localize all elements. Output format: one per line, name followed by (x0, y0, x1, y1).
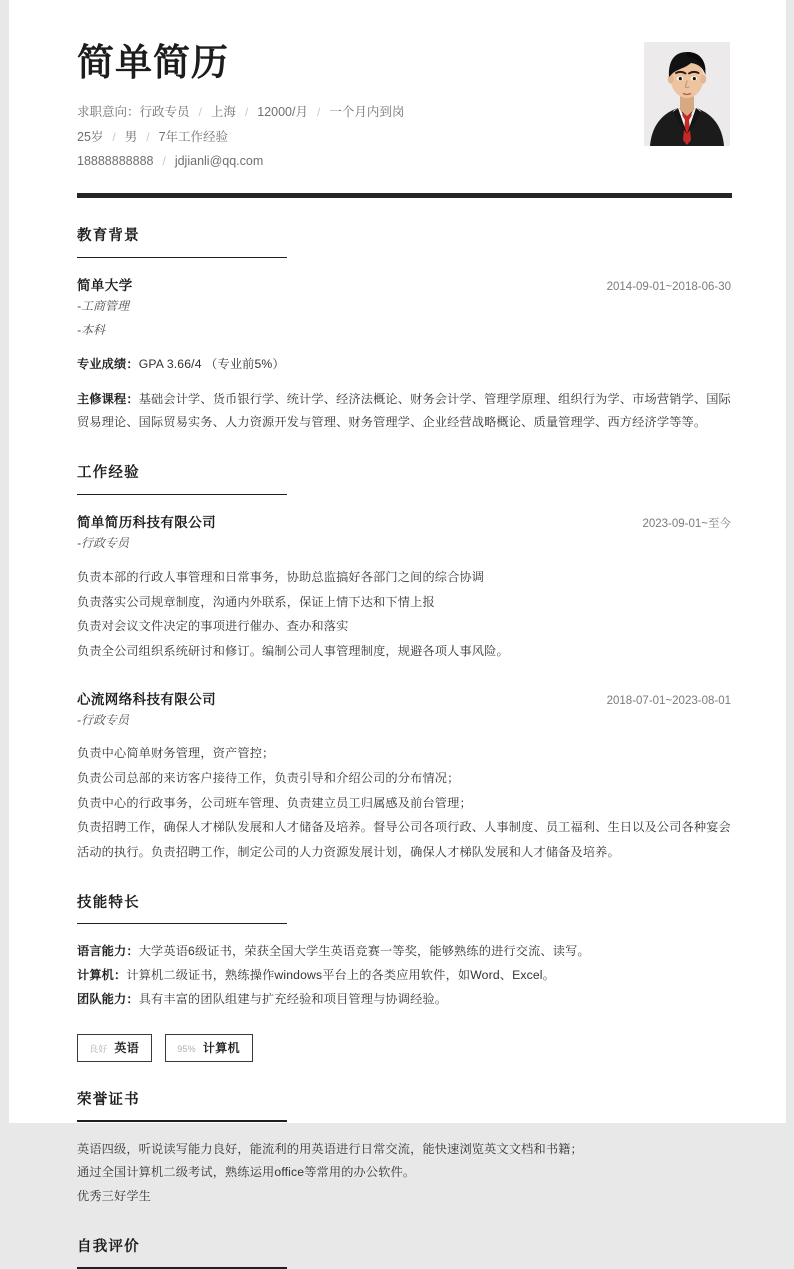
meta-value: 7年工作经验 (158, 129, 229, 144)
entry-organization: 心流网络科技有限公司 (77, 691, 216, 707)
skill-tag-name: 计算机 (202, 1040, 241, 1055)
header-meta-row (77, 149, 644, 173)
entry (77, 511, 732, 663)
header-meta-list (77, 100, 644, 173)
entry-bullet: 负责本部的行政人事管理和日常事务，协助总监搞好各部门之间的综合协调 (77, 569, 485, 584)
entry-subtitle: -行政专员 (77, 536, 129, 551)
avatar-illustration (644, 42, 730, 146)
entry (77, 274, 732, 435)
skill-detail-label: 团队能力： (77, 991, 139, 1006)
meta-separator: / (146, 129, 150, 144)
meta-value: 12000/月 (257, 105, 308, 120)
entry-detail-label: 主修课程： (77, 391, 139, 406)
section-title: 技能特长 (77, 894, 140, 911)
skill-detail-text: 大学英语6级证书，荣获全国大学生英语竞赛一等奖，能够熟练的进行交流、读写。 (138, 944, 590, 959)
entry-detail (77, 353, 732, 377)
entry-bullet: 负责全公司组织系统研讨和修订。编制公司人事管理制度，规避各项人事风险。 (77, 643, 509, 658)
meta-separator: / (316, 105, 321, 120)
header-meta-row (77, 125, 644, 149)
section-body (77, 940, 732, 1061)
meta-separator: / (244, 105, 249, 120)
entry-date-range: 2014-09-01~2018-06-30 (606, 281, 731, 294)
entry-bullet-list (77, 741, 732, 864)
entry-bullet: 负责中心简单财务管理，资产管控； (77, 746, 275, 761)
entry-bullet: 负责中心的行政事务，公司班车管理、负责建立员工归属感及前台管理； (77, 795, 472, 810)
section-underline (77, 923, 287, 925)
skill-detail-label: 语言能力： (77, 944, 139, 959)
skill-tag[interactable] (77, 1034, 152, 1062)
meta-value: 一个月内到岗 (329, 105, 405, 120)
section-title: 自我评价 (77, 1238, 140, 1255)
skill-detail (77, 988, 732, 1012)
section-bullet: 优秀三好学生 (77, 1189, 152, 1204)
section-underline (77, 257, 287, 259)
entry-subtitle: -本科 (77, 323, 105, 338)
entry (77, 688, 732, 865)
entry-bullet: 负责公司总部的来访客户接待工作，负责引导和介绍公司的分布情况； (77, 770, 460, 785)
section-body (77, 511, 732, 864)
meta-separator: / (198, 105, 202, 120)
skill-tag-list (77, 1034, 732, 1062)
meta-value: 18888888888 (77, 154, 154, 169)
entry-organization: 简单简历科技有限公司 (77, 515, 216, 531)
section-skills (68, 893, 732, 1062)
skill-tag-level: 95% (177, 1043, 196, 1054)
entry-detail-label: 专业成绩： (77, 356, 139, 371)
skill-detail (77, 940, 732, 964)
header-text-block (68, 40, 644, 173)
skill-detail-label: 计算机： (77, 968, 127, 983)
section-title: 荣誉证书 (77, 1091, 140, 1108)
meta-value: 男 (124, 129, 138, 144)
entry-header (77, 511, 732, 531)
entry-detail-text: 基础会计学、货币银行学、统计学、经济法概论、财务会计学、管理学原理、组织行为学、市场营销学、国际贸易理论、国际贸易实务、人力资源开发与管理、财务管理学、企业经营战略概论、质量管理学、西方经济学等等。 (77, 391, 731, 430)
resume-page (9, 0, 786, 1255)
section-underline (77, 494, 287, 496)
section-body (77, 274, 732, 435)
entry-bullet: 负责对会议文件决定的事项进行催办、查办和落实 (77, 619, 349, 634)
meta-label: 求职意向： (77, 105, 140, 120)
skill-tag-name: 英语 (114, 1040, 140, 1055)
section-bullet-list (77, 1138, 732, 1209)
entry-header (77, 274, 732, 294)
entry-date-range: 2023-09-01~至今 (642, 518, 731, 531)
header-meta-row (77, 100, 644, 124)
section-self-evaluation (68, 1237, 732, 1269)
skill-tag-level: 良好 (89, 1043, 108, 1054)
section-bullet: 英语四级，听说读写能力良好，能流利的用英语进行日常交流，能快速浏览英文文档和书籍； (77, 1141, 583, 1156)
skill-tag[interactable] (165, 1034, 253, 1062)
meta-value: 行政专员 (139, 105, 190, 120)
section-education (68, 226, 732, 435)
entry-subtitle: -工商管理 (77, 299, 129, 314)
section-title: 工作经验 (77, 465, 140, 482)
section-bullet: 通过全国计算机二级考试，熟练运用office等常用的办公软件。 (77, 1165, 416, 1180)
avatar (644, 42, 730, 146)
header-divider (77, 193, 732, 198)
entry-date-range: 2018-07-01~2023-08-01 (606, 694, 731, 707)
resume-content (9, 0, 786, 1269)
skill-detail-text: 计算机二级证书，熟练操作windows平台上的各类应用软件，如Word、Excel。 (126, 968, 555, 983)
entry-bullet: 负责招聘工作，确保人才梯队发展和人才储备及培养。督导公司各项行政、人事制度、员工福利、生日以及公司各种宴会活动的执行。负责招聘工作，制定公司的人力资源发展计划，确保人才梯队发展和人才储备及培养。 (77, 820, 731, 859)
entry-detail-text: GPA 3.66/4 （专业前5%） (138, 356, 285, 371)
page-title: 简单简历 (77, 42, 229, 83)
meta-value: 上海 (210, 105, 236, 120)
section-honors (68, 1090, 732, 1209)
skill-detail-text: 具有丰富的团队组建与扩充经验和项目管理与协调经验。 (138, 991, 448, 1006)
section-work (68, 463, 732, 864)
entry-subtitle: -行政专员 (77, 712, 129, 727)
section-title: 教育背景 (77, 228, 140, 245)
meta-value: 25岁 (77, 129, 104, 144)
entry-detail (77, 388, 732, 436)
entry-bullet: 负责落实公司规章制度，沟通内外联系，保证上情下达和下情上报 (77, 594, 435, 609)
section-body (77, 1138, 732, 1209)
entry-organization: 简单大学 (77, 278, 133, 294)
resume-header (68, 36, 732, 173)
meta-value: jdjianli@qq.com (174, 154, 264, 169)
resume-sections (68, 226, 732, 1268)
entry-bullet-list (77, 565, 732, 664)
skill-detail (77, 964, 732, 988)
meta-separator: / (112, 129, 116, 144)
entry-header (77, 688, 732, 708)
meta-separator: / (162, 154, 166, 169)
section-underline (77, 1120, 287, 1122)
